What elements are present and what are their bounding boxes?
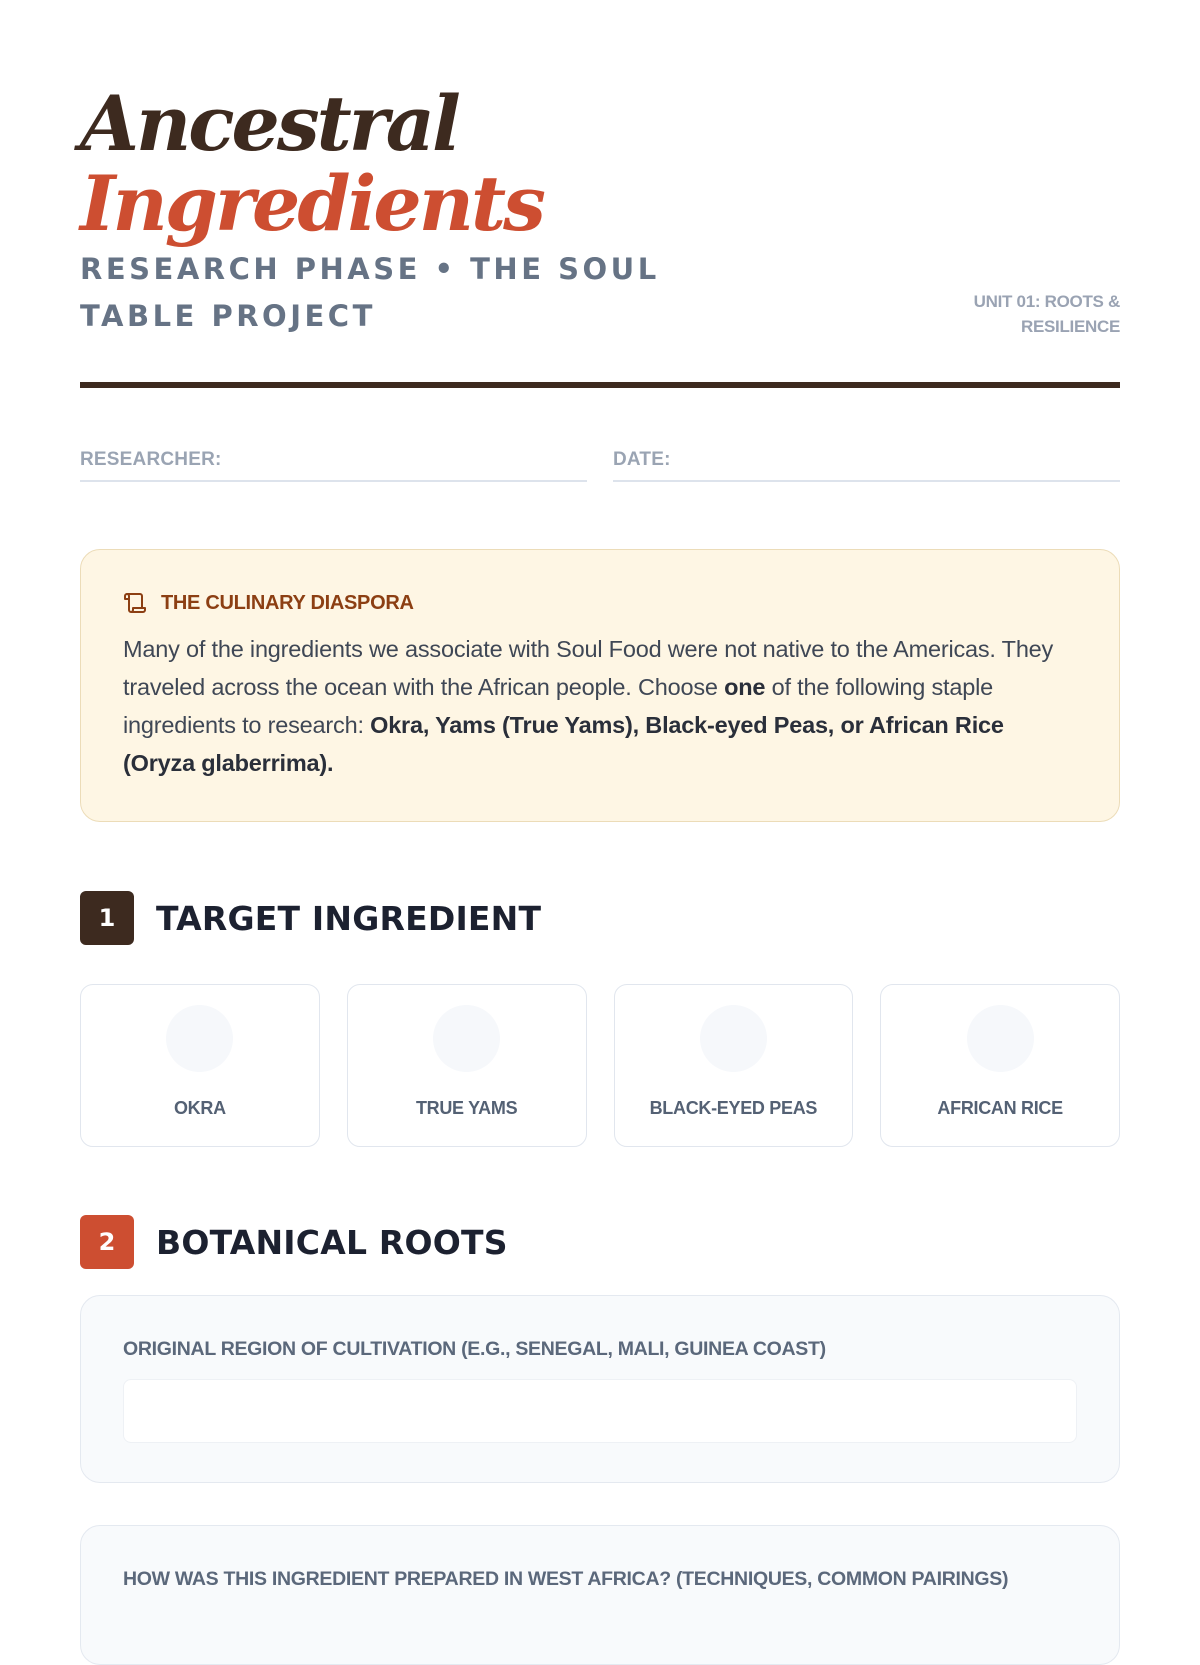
callout-emphasis-one: one: [724, 674, 766, 700]
culinary-diaspora-callout: [80, 549, 1120, 822]
section-botanical-roots-header: [80, 1215, 508, 1269]
option-label: AFRICAN RICE: [937, 1098, 1063, 1118]
option-card-black-eyed-peas[interactable]: [614, 984, 854, 1147]
option-label: OKRA: [173, 1098, 226, 1118]
section-title: BOTANICAL ROOTS: [156, 1222, 508, 1262]
date-field[interactable]: [613, 446, 1120, 482]
ingredient-options: [80, 984, 1120, 1147]
researcher-field[interactable]: [80, 446, 587, 482]
scroll-icon: [123, 591, 147, 615]
researcher-label: RESEARCHER:: [80, 449, 222, 470]
option-image-placeholder: [433, 1005, 500, 1072]
section-target-ingredient-header: [80, 891, 541, 945]
option-card-african-rice[interactable]: [880, 984, 1120, 1147]
option-image-placeholder: [700, 1005, 767, 1072]
date-label: DATE:: [613, 449, 671, 470]
region-question-panel: [80, 1295, 1120, 1483]
region-answer-input[interactable]: [123, 1379, 1077, 1443]
callout-header: [123, 588, 1079, 618]
preparation-question-panel: [80, 1525, 1120, 1665]
callout-ingredient-list: Okra, Yams (True Yams), Black-eyed Peas, or African Rice (Oryza glaberrima).: [123, 712, 1004, 776]
header-divider: [80, 382, 1120, 388]
unit-label: UNIT 01: ROOTS & RESILIENCE: [973, 292, 1120, 336]
region-question-label: ORIGINAL REGION OF CULTIVATION (E.G., SENEGAL, MALI, GUINEA COAST): [123, 1338, 826, 1360]
section-title: TARGET INGREDIENT: [156, 898, 542, 938]
section-number-badge: 1: [80, 891, 134, 945]
title-line-1: Ancestral: [80, 79, 458, 168]
callout-text: [123, 630, 1079, 782]
option-card-true-yams[interactable]: [347, 984, 587, 1147]
option-image-placeholder: [967, 1005, 1034, 1072]
callout-title: THE CULINARY DIASPORA: [161, 591, 414, 614]
option-label: BLACK-EYED PEAS: [649, 1098, 818, 1118]
option-card-okra[interactable]: [80, 984, 320, 1147]
section-number-badge: 2: [80, 1215, 134, 1269]
preparation-question-label: HOW WAS THIS INGREDIENT PREPARED IN WEST AFRICA? (TECHNIQUES, COMMON PAIRINGS): [123, 1568, 1009, 1590]
page-title: [80, 79, 543, 248]
title-line-2: Ingredients: [80, 159, 543, 248]
callout-text-part-1: Many of the ingredients we associate with Soul Food were not native to the Americas. They traveled across the ocean with the African people. Choose: [123, 636, 1054, 700]
callout-text-part-2: of the following staple ingredients to research:: [123, 674, 993, 738]
page-subtitle: RESEARCH PHASE • THE SOUL TABLE PROJECT: [80, 252, 660, 333]
option-label: TRUE YAMS: [415, 1098, 518, 1118]
option-image-placeholder: [166, 1005, 233, 1072]
